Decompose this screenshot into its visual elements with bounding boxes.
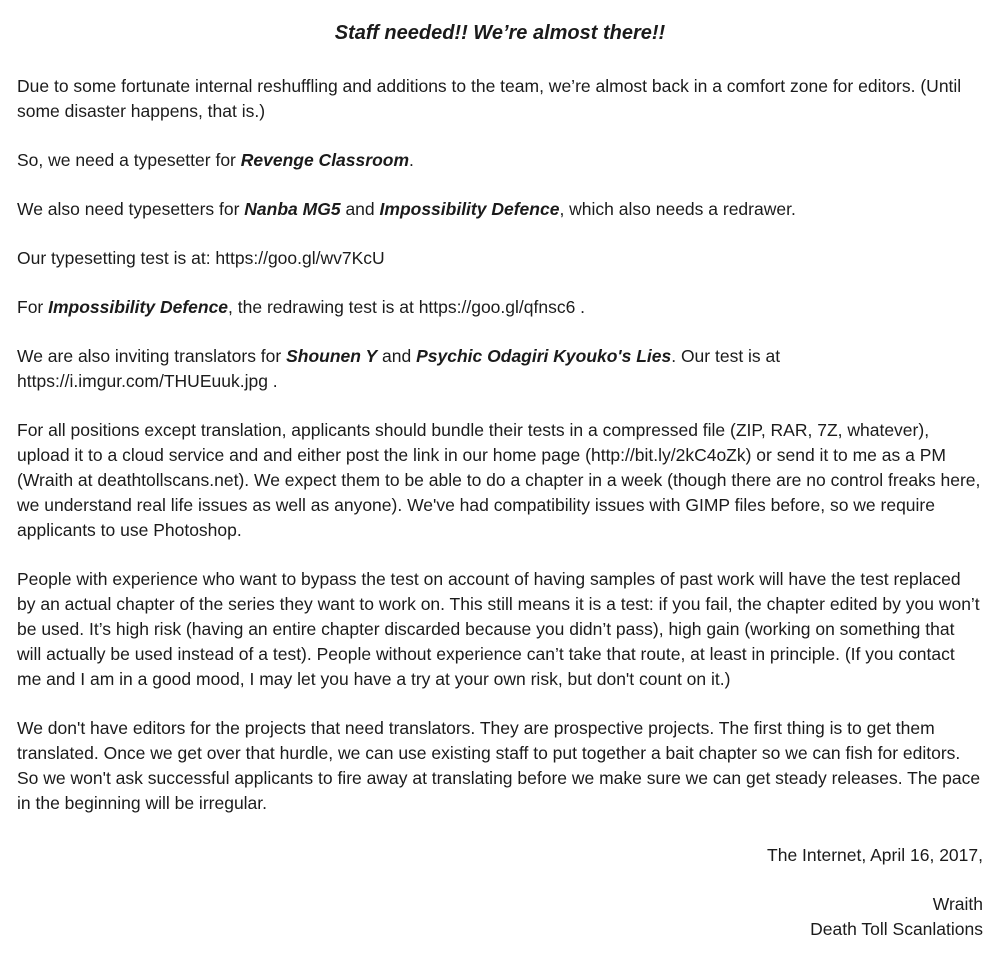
series-name: Revenge Classroom <box>240 150 410 170</box>
series-name: Impossibility Defence <box>379 199 560 219</box>
page-title: Staff needed!! We’re almost there!! <box>334 22 666 44</box>
paragraph-text: and <box>340 199 380 219</box>
paragraph-text: People with experience who want to bypass the test on account of having samples of past work will have the test replaced by an actual chapter of the series they want to work on. This still means it is a test: if you fail, the chapter edited by you won’t be used. It’s high risk (having an entire chapter discarded because you didn’t pass), high gain (working on something that will actually be used instead of a test). People without experience can’t take that route, at least in principle. (If you contact me and I am in a good mood, I may let you have a try at your own risk, but don't count on it.) <box>17 569 980 689</box>
paragraph-text: We are also inviting translators for <box>17 346 287 366</box>
dateline: The Internet, April 16, 2017, <box>767 845 983 865</box>
document-body <box>17 74 983 816</box>
signature-name: Wraith <box>932 894 983 914</box>
paragraph <box>17 197 983 222</box>
paragraph <box>17 74 983 124</box>
paragraph <box>17 418 983 543</box>
paragraph-text: So, we need a typesetter for <box>17 150 241 170</box>
paragraph <box>17 246 983 271</box>
paragraph-text: Our typesetting test is at: https://goo.gl/wv7KcU <box>17 248 385 268</box>
paragraph-text: We don't have editors for the projects that need translators. They are prospective projects. The first thing is to get them translated. Once we get over that hurdle, we can use existing staff to put together a bait chapter so we can fish for editors. So we won't ask successful applicants to fire away at translating before we make sure we can get steady releases. The pace in the beginning will be irregular. <box>17 718 981 813</box>
paragraph <box>17 344 983 394</box>
paragraph-text: We also need typesetters for <box>17 199 245 219</box>
series-name: Nanba MG5 <box>244 199 341 219</box>
paragraph-text: Due to some fortunate internal reshuffling and additions to the team, we’re almost back in a comfort zone for editors. (Until some disaster happens, that is.) <box>17 76 962 121</box>
paragraph <box>17 567 983 692</box>
paragraph <box>17 148 983 173</box>
paragraph-text: For <box>17 297 49 317</box>
signature-group: Death Toll Scanlations <box>810 919 983 939</box>
series-name: Psychic Odagiri Kyouko's Lies <box>416 346 672 366</box>
series-name: Impossibility Defence <box>48 297 229 317</box>
paragraph-text: , the redrawing test is at https://goo.gl/qfnsc6 . <box>228 297 586 317</box>
paragraph-text: . <box>409 150 414 170</box>
paragraph <box>17 295 983 320</box>
paragraph-text: For all positions except translation, applicants should bundle their tests in a compressed file (ZIP, RAR, 7Z, whatever), upload it to a cloud service and and either post the link in our home page (http://bit.ly/2kC4oZk) or send it to me as a PM (Wraith at deathtollscans.net). We expect them to be able to do a chapter in a week (though there are no control freaks here, we understand real life issues as well as anyone). We've had compatibility issues with GIMP files before, so we require applicants to use Photoshop. <box>17 420 981 540</box>
paragraph-text: . Our test is at https://i.imgur.com/THUEuuk.jpg . <box>17 346 781 391</box>
paragraph <box>17 716 983 816</box>
paragraph-text: and <box>377 346 417 366</box>
series-name: Shounen Y <box>286 346 378 366</box>
signoff-block <box>17 843 983 942</box>
paragraph-text: , which also needs a redrawer. <box>559 199 796 219</box>
